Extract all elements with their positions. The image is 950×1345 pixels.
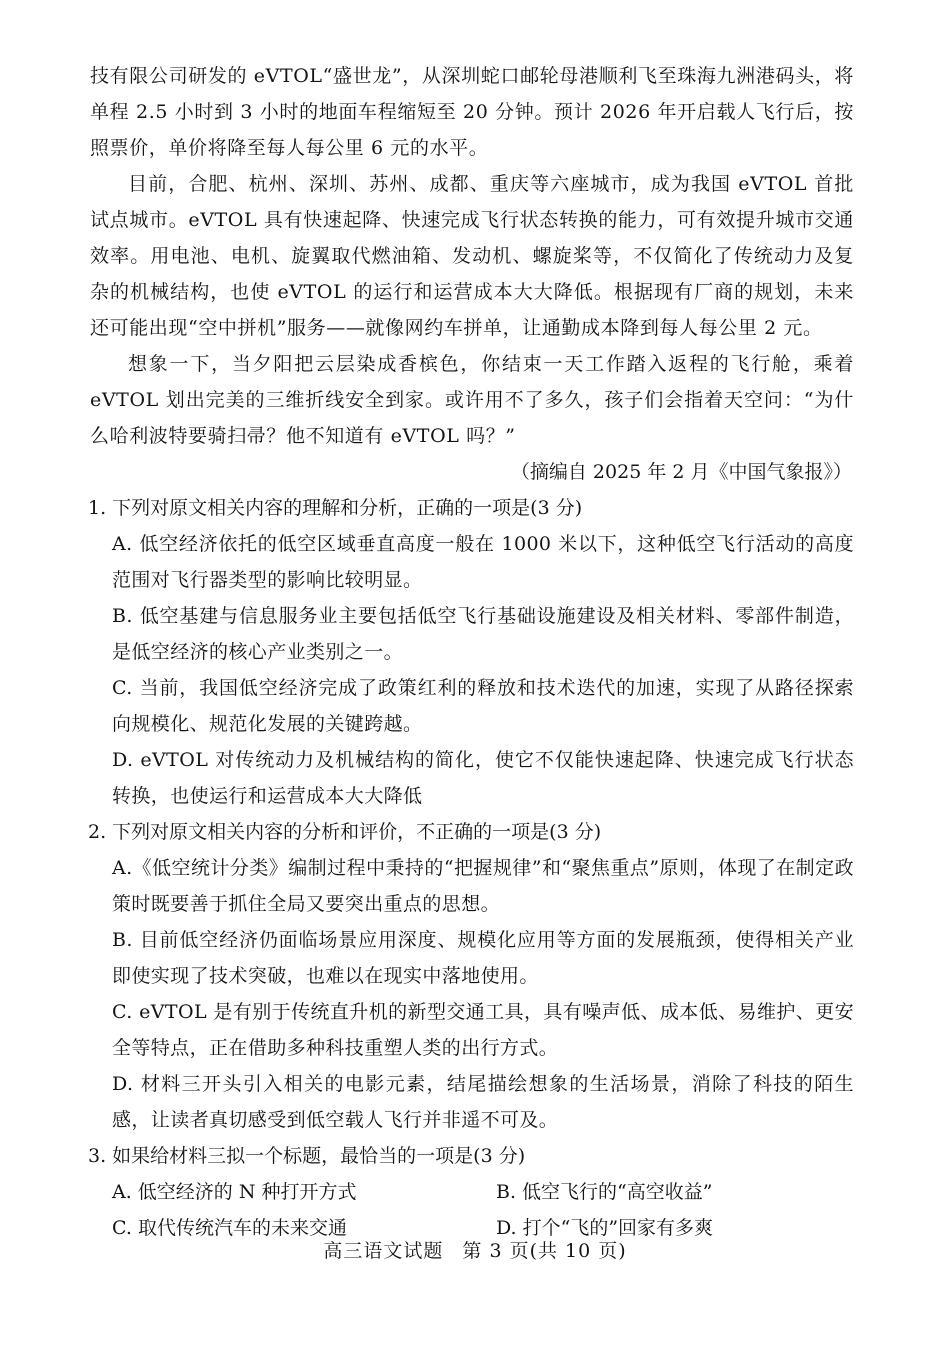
footer-page-number: 第 3 页(共 10 页) [462,1240,627,1262]
question-1-option-c: C. 当前，我国低空经济完成了政策红利的释放和技术迭代的加速，实现了从路径探索向规模化、规范化发展的关键跨越。 [112,677,854,735]
question-2-stem: 2. 下列对原文相关内容的分析和评价，不正确的一项是(3 分) [88,821,602,843]
question-3-option-b: B. 低空飞行的“高空收益” [496,1181,713,1203]
question-1-option-d: D. eVTOL 对传统动力及机械结构的简化，使它不仅能快速起降、快速完成飞行状态转换，也使运行和运营成本大大降低 [112,749,854,807]
question-1-option-b: B. 低空基建与信息服务业主要包括低空飞行基础设施建设及相关材料、零部件制造，是低空经济的核心产业类别之一。 [112,605,854,663]
question-1-stem: 1. 下列对原文相关内容的理解和分析，正确的一项是(3 分) [88,497,583,519]
passage-paragraph-3: 想象一下，当夕阳把云层染成香槟色，你结束一天工作踏入返程的飞行舱，乘着eVTOL 划出完美的三维折线安全到家。或许用不了多久，孩子们会指着天空问：“为什么哈利波特要骑扫帚？他不知道有 eVTOL 吗？” [90,353,854,447]
question-3 [90,1138,854,1246]
passage-paragraph-2: 目前，合肥、杭州、深圳、苏州、成都、重庆等六座城市，成为我国 eVTOL 首批试点城市。eVTOL 具有快速起降、快速完成飞行状态转换的能力，可有效提升城市交通效率。用电池、电机、旋翼取代燃油箱、发动机、螺旋桨等，不仅简化了传统动力及复杂的机械结构，也使 eVTOL 的运行和运营成本大大降低。根据现有厂商的规划，未来还可能出现“空中拼机”服务——就像网约车拼单，让通勤成本降到每人每公里 2 元。 [90,173,854,339]
question-2-option-c: C. eVTOL 是有别于传统直升机的新型交通工具，具有噪声低、成本低、易维护、更安全等特点，正在借助多种科技重塑人类的出行方式。 [112,1001,854,1059]
footer-subject: 高三语文试题 [323,1240,444,1262]
question-1-option-a: A. 低空经济依托的低空区域垂直高度一般在 1000 米以下，这种低空飞行活动的高度范围对飞行器类型的影响比较明显。 [112,533,854,591]
page-footer [0,1236,950,1266]
question-2-option-d: D. 材料三开头引入相关的电影元素，结尾描绘想象的生活场景，消除了科技的陌生感，让读者真切感受到低空载人飞行并非遥不可及。 [112,1073,854,1131]
question-2-option-b: B. 目前低空经济仍面临场景应用深度、规模化应用等方面的发展瓶颈，使得相关产业即使实现了技术突破，也难以在现实中落地使用。 [112,929,854,987]
passage-source: （摘编自 2025 年 2 月《中国气象报》） [510,461,852,483]
question-2-option-a: A.《低空统计分类》编制过程中秉持的“把握规律”和“聚焦重点”原则，体现了在制定政策时既要善于抓住全局又要突出重点的思想。 [112,857,854,915]
question-2 [90,814,854,1138]
question-1 [90,490,854,814]
question-3-option-d: D. 打个“飞的”回家有多爽 [496,1217,714,1239]
question-3-stem: 3. 如果给材料三拟一个标题，最恰当的一项是(3 分) [88,1145,526,1167]
question-3-option-a: A. 低空经济的 N 种打开方式 [112,1181,357,1203]
question-3-option-c: C. 取代传统汽车的未来交通 [112,1217,347,1239]
passage-paragraph-1: 技有限公司研发的 eVTOL“盛世龙”，从深圳蛇口邮轮母港顺利飞至珠海九洲港码头，将单程 2.5 小时到 3 小时的地面车程缩短至 20 分钟。预计 2026 年开启载人飞行后，按照票价，单价将降至每人每公里 6 元的水平。 [90,65,854,159]
